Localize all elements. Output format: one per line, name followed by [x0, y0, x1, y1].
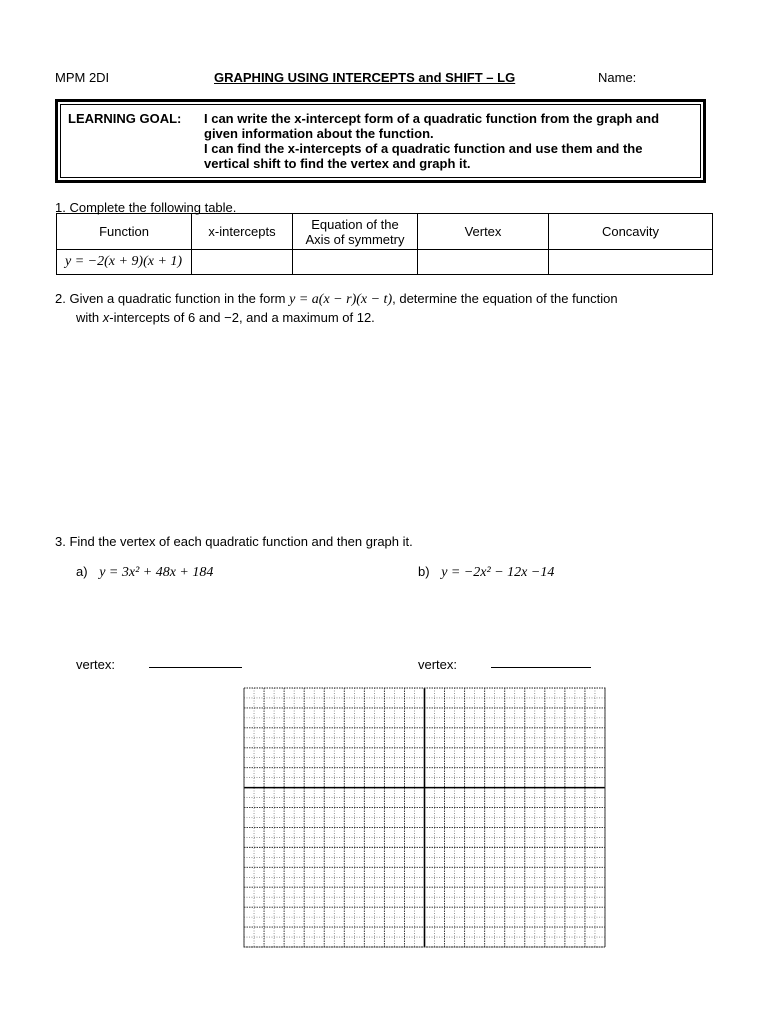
part-a-label: a)	[76, 564, 88, 579]
header-x-intercepts: x-intercepts	[192, 214, 293, 250]
q1-table	[56, 213, 713, 275]
answer-cell-axis[interactable]	[293, 250, 418, 275]
vertex-a-label: vertex:	[76, 657, 116, 672]
grid-axes	[244, 688, 605, 947]
header-axis-line-1: Equation of the	[311, 216, 399, 232]
answer-cell-vertex[interactable]	[418, 250, 549, 275]
page-title: GRAPHING USING INTERCEPTS and SHIFT – LG	[214, 70, 516, 85]
q2-line2-var: x	[102, 310, 110, 325]
answer-cell-concavity[interactable]	[549, 250, 713, 275]
q2-line-2	[76, 310, 375, 325]
header-vertex: Vertex	[418, 214, 549, 250]
q2-line2-post: -intercepts of 6 and −2, and a maximum of 12.	[109, 310, 375, 325]
row-function-cell: y = −2(x + 9)(x + 1)	[57, 250, 192, 275]
q1-prompt: 1. Complete the following table.	[55, 200, 237, 215]
q2-form: y = a(x − r)(x − t)	[289, 292, 393, 307]
graph-grid[interactable]	[243, 687, 606, 948]
learning-goal-line: given information about the function.	[204, 126, 434, 141]
q2-line-1	[55, 291, 618, 308]
q3-part-b	[418, 564, 554, 581]
header-function: Function	[57, 214, 192, 250]
header-concavity: Concavity	[549, 214, 713, 250]
header-axis-line-2: Axis of symmetry	[305, 231, 405, 247]
learning-goal-box	[55, 99, 706, 183]
learning-goal-line: I can find the x-intercepts of a quadratic function and use them and the	[204, 141, 643, 156]
vertex-a-answer-line[interactable]	[149, 667, 242, 668]
header-axis-of-symmetry	[293, 214, 418, 250]
table-row	[57, 250, 713, 275]
table-header-row	[57, 214, 713, 250]
learning-goal-line: vertical shift to find the vertex and graph it.	[204, 156, 471, 171]
q3-part-a	[76, 564, 213, 581]
answer-cell-x-intercepts[interactable]	[192, 250, 293, 275]
learning-goal-line: I can write the x-intercept form of a quadratic function from the graph and	[204, 111, 660, 126]
part-b-equation: y = −2x² − 12x −14	[441, 565, 555, 580]
learning-goal-text	[204, 111, 659, 171]
vertex-b-answer-line[interactable]	[491, 667, 591, 668]
part-b-label: b)	[418, 564, 430, 579]
name-label: Name:	[598, 70, 637, 85]
q3-prompt: 3. Find the vertex of each quadratic function and then graph it.	[55, 534, 413, 549]
q2-prefix: 2. Given a quadratic function in the form	[55, 291, 290, 306]
q2-line2-pre: with	[76, 310, 103, 325]
vertex-b-label: vertex:	[418, 657, 458, 672]
course-code: MPM 2DI	[55, 70, 110, 85]
part-a-equation: y = 3x² + 48x + 184	[99, 565, 214, 580]
learning-goal-label: LEARNING GOAL:	[68, 111, 182, 126]
q2-suffix: , determine the equation of the function	[392, 291, 618, 306]
